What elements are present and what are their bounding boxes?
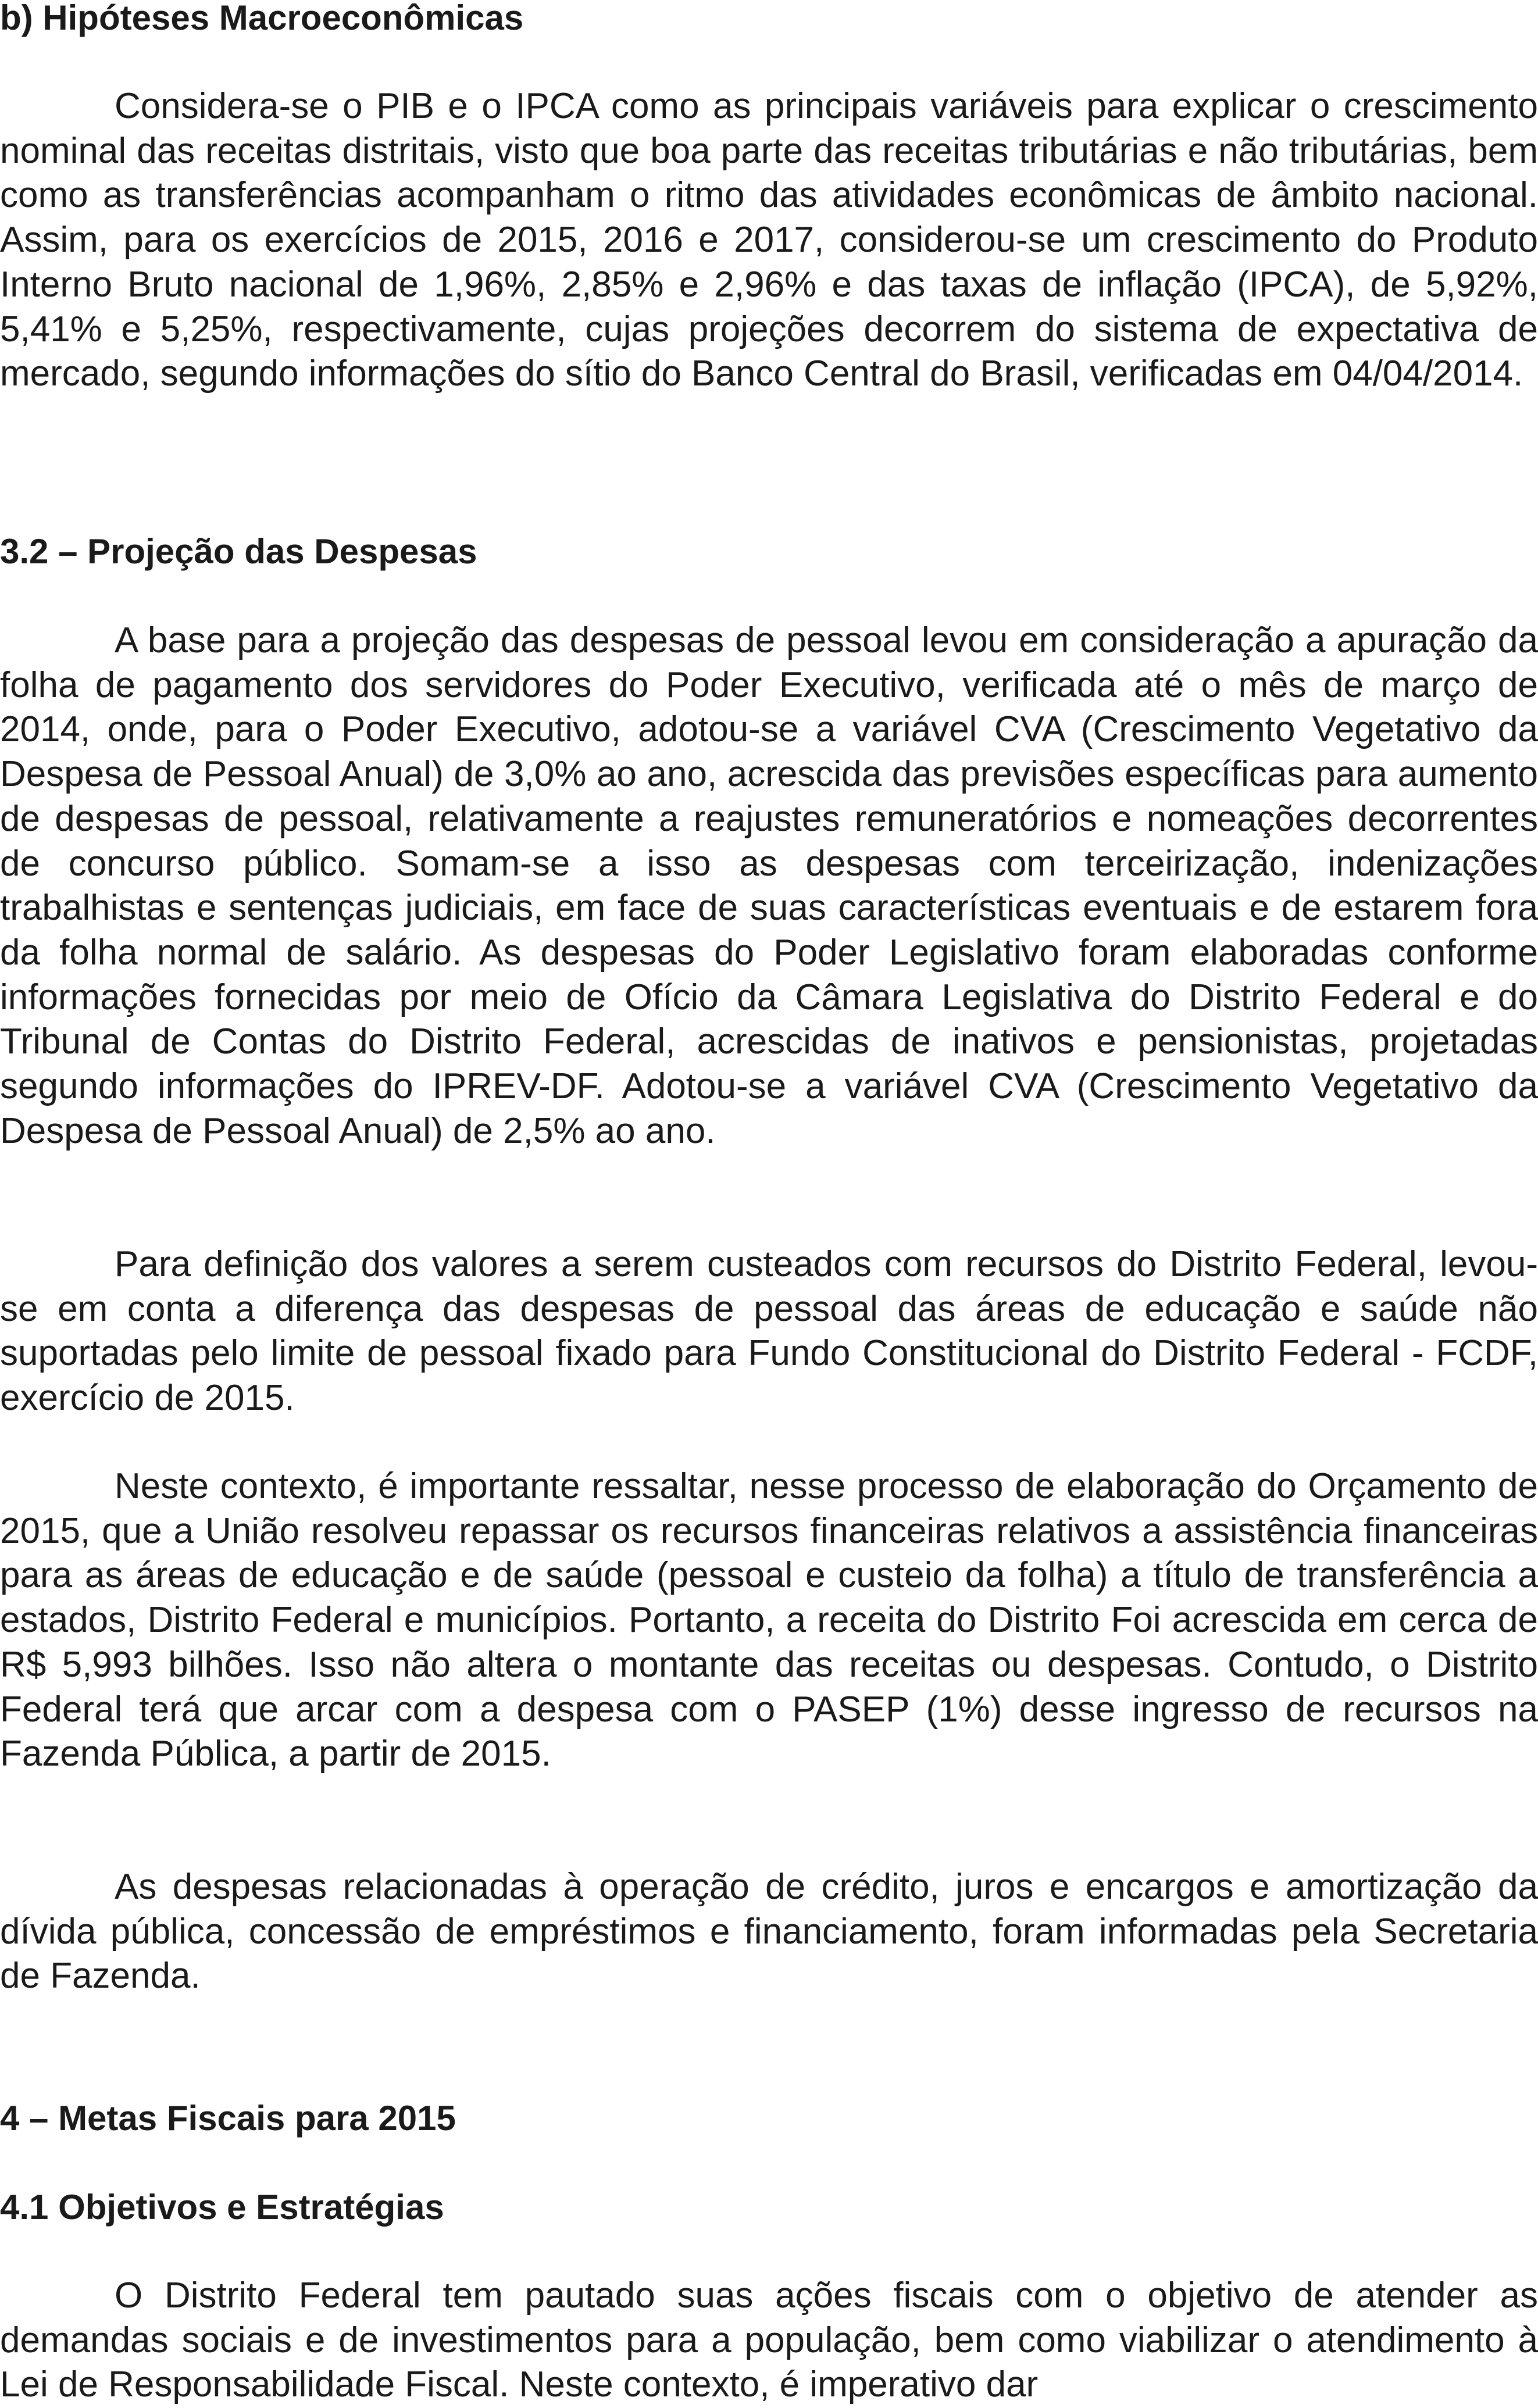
section-4-1-heading: 4.1 Objetivos e Estratégias — [0, 2188, 444, 2227]
section-3-2-paragraph-1: A base para a projeção das despesas de pessoal levou em consideração a apuração da folha de pagamento dos servidores do Poder Executivo, verificada até o mês de março de 2014, onde, para o Poder Executivo, adotou-se a variável CVA (Crescimento Vegetativo da Despesa de Pessoal Anual) de 3,0% ao ano, acrescida das previsões específicas para aumento de despesas de pessoal, relativamente a reajustes remuneratórios e nomeações decorrentes de concurso público. Somam-se a isso as despesas com terceirização, indenizações trabalhistas e sentenças judiciais, em face de suas características eventuais e de estarem fora da folha normal de salário. As despesas do Poder Legislativo foram elaboradas conforme informações fornecidas por meio de Ofício da Câmara Legislativa do Distrito Federal e do Tribunal de Contas do Distrito Federal, acrescidas de inativos e pensionistas, projetadas segundo informações do IPREV-DF. Adotou-se a variável CVA (Crescimento Vegetativo da Despesa de Pessoal Anual) de 2,5% ao ano. — [0, 620, 1538, 1151]
section-3-2-heading: 3.2 – Projeção das Despesas — [0, 532, 477, 571]
section-3-2-paragraph-2: Para definição dos valores a serem custeados com recursos do Distrito Federal, levou-se em conta a diferença das despesas de pessoal das áreas de educação e saúde não suportadas pelo limite de pessoal fixado para Fundo Constitucional do Distrito Federal - FCDF, exercício de 2015. — [0, 1244, 1538, 1419]
section-4-1-paragraph-1: O Distrito Federal tem pautado suas ações fiscais com o objetivo de atender as demandas sociais e de investimentos para a população, bem como viabilizar o atendimento à Lei de Responsabilidade Fiscal. Neste contexto, é imperativo dar — [0, 2275, 1538, 2405]
section-3-2-paragraph-3: Neste contexto, é importante ressaltar, nesse processo de elaboração do Orçamento de 2015, que a União resolveu repassar os recursos financeiras relativos a assistência financeiras para as áreas de educação e de saúde (pessoal e custeio da folha) a título de transferência a estados, Distrito Federal e municípios. Portanto, a receita do Distrito Foi acrescida em cerca de R$ 5,993 bilhões. Isso não altera o montante das receitas ou despesas. Contudo, o Distrito Federal terá que arcar com a despesa com o PASEP (1%) desse ingresso de recursos na Fazenda Pública, a partir de 2015. — [0, 1466, 1538, 1774]
section-3-2-paragraph-4: As despesas relacionadas à operação de crédito, juros e encargos e amortização da dívida pública, concessão de empréstimos e financiamento, foram informadas pela Secretaria de Fazenda. — [0, 1867, 1538, 1996]
section-b-paragraph-1: Considera-se o PIB e o IPCA como as principais variáveis para explicar o crescimento nominal das receitas distritais, visto que boa parte das receitas tributárias e não tributárias, bem como as transferências acompanham o ritmo das atividades econômicas de âmbito nacional. Assim, para os exercícios de 2015, 2016 e 2017, considerou-se um crescimento do Produto Interno Bruto nacional de 1,96%, 2,85% e 2,96% e das taxas de inflação (IPCA), de 5,92%, 5,41% e 5,25%, respectivamente, cujas projeções decorrem do sistema de expectativa de mercado, segundo informações do sítio do Banco Central do Brasil, verificadas em 04/04/2014. — [0, 86, 1538, 394]
section-b-heading: b) Hipóteses Macroeconômicas — [0, 0, 524, 37]
section-4-heading: 4 – Metas Fiscais para 2015 — [0, 2099, 456, 2138]
